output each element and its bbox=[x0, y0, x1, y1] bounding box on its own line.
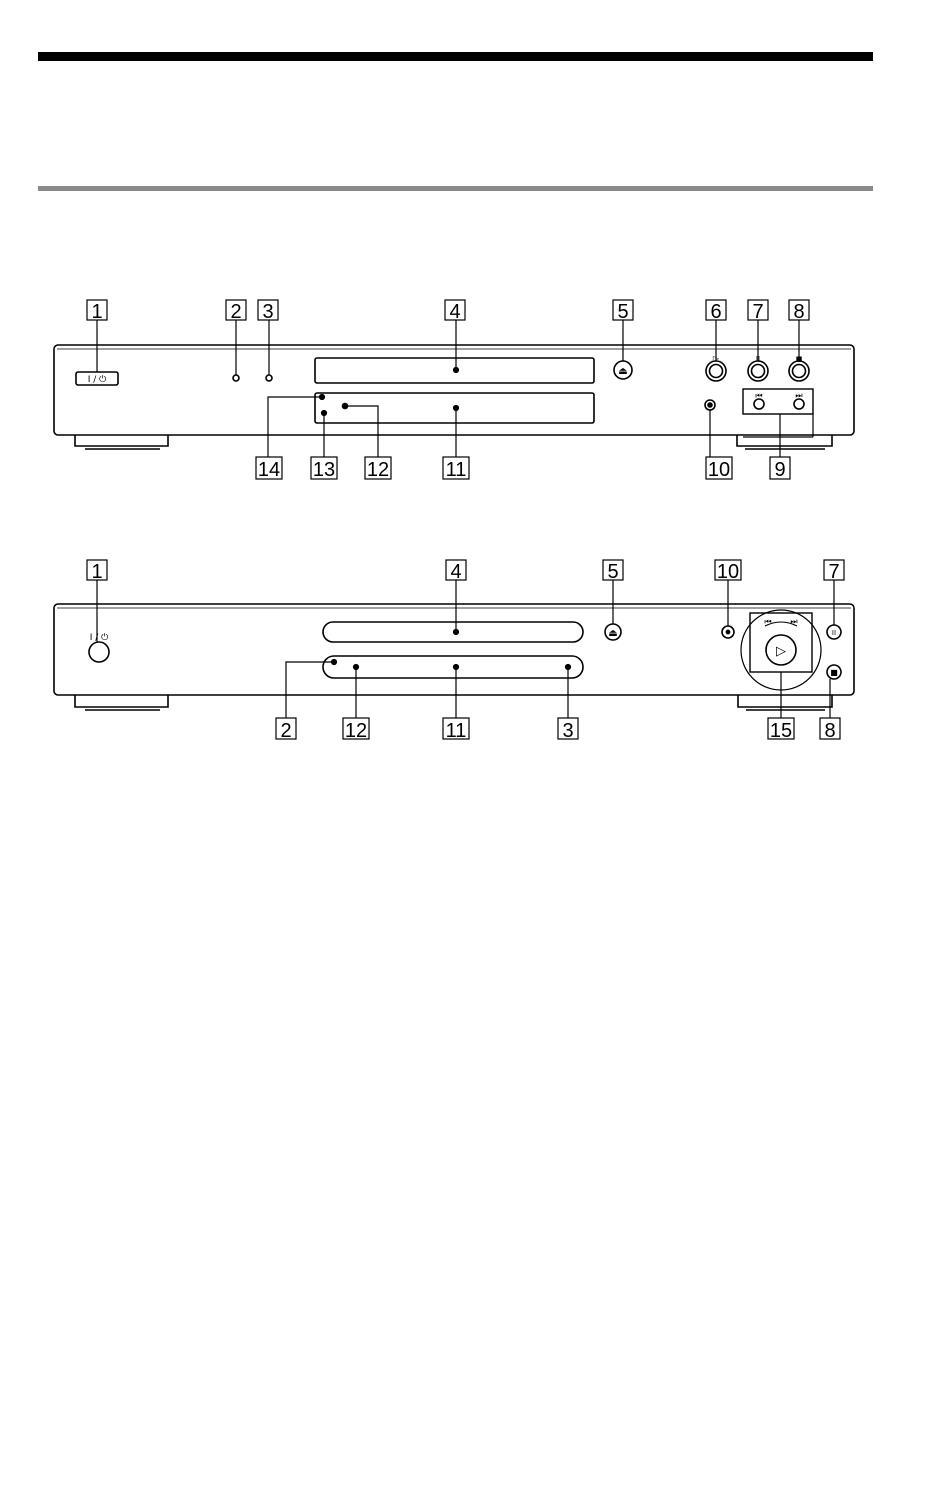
led-3 bbox=[266, 375, 272, 381]
leader-lines-2 bbox=[97, 580, 837, 718]
callout-3: 3 bbox=[262, 301, 274, 323]
prev-button-1 bbox=[754, 399, 764, 409]
next-button-1 bbox=[794, 399, 804, 409]
pause-icon-2: II bbox=[831, 629, 837, 637]
stop-icon-2: ■ bbox=[830, 668, 838, 677]
next-icon-2: ⏭ bbox=[790, 617, 798, 626]
callout-7b: 7 bbox=[828, 561, 840, 583]
pause-icon: II bbox=[755, 355, 761, 363]
play-icon: ▷ bbox=[712, 354, 720, 363]
callout-12b: 12 bbox=[344, 720, 368, 742]
callout-15: 15 bbox=[769, 720, 793, 742]
callout-8: 8 bbox=[793, 301, 805, 323]
callout-11b: 11 bbox=[445, 720, 467, 742]
next-icon: ⏭ bbox=[795, 391, 803, 400]
callout-5: 5 bbox=[617, 301, 629, 323]
callout-1b: 1 bbox=[91, 561, 103, 583]
player-diagram-2 bbox=[54, 604, 854, 710]
callout-7: 7 bbox=[752, 301, 764, 323]
stop-icon: ■ bbox=[795, 355, 803, 363]
leader-lines-1 bbox=[97, 320, 813, 457]
prev-icon-2: ⏮ bbox=[764, 617, 772, 626]
power-button-2 bbox=[89, 642, 109, 662]
callout-3b: 3 bbox=[562, 720, 574, 742]
callout-10: 10 bbox=[707, 459, 731, 481]
player-body-2 bbox=[54, 604, 854, 695]
callout-2: 2 bbox=[230, 301, 242, 323]
power-icon-2: I / ⏻ bbox=[89, 633, 109, 643]
callout-2b: 2 bbox=[280, 720, 292, 742]
callout-10b: 10 bbox=[716, 561, 740, 583]
callout-4: 4 bbox=[449, 301, 461, 323]
callout-4b: 4 bbox=[450, 561, 462, 583]
callout-12: 12 bbox=[366, 459, 390, 481]
prev-icon: ⏮ bbox=[755, 391, 763, 400]
eject-icon-2: ⏏ bbox=[608, 628, 618, 639]
callout-1: 1 bbox=[91, 301, 103, 323]
led-2 bbox=[233, 375, 239, 381]
callout-8b: 8 bbox=[824, 720, 836, 742]
play-icon-2: ▷ bbox=[776, 644, 786, 659]
callout-5b: 5 bbox=[607, 561, 619, 583]
callout-6: 6 bbox=[710, 301, 722, 323]
foot-left-1 bbox=[75, 435, 168, 446]
callout-9: 9 bbox=[774, 459, 786, 481]
foot-left-2 bbox=[75, 695, 168, 707]
power-icon: I / ⏻ bbox=[87, 375, 107, 385]
foot-right-2 bbox=[738, 695, 832, 707]
callout-14: 14 bbox=[257, 459, 281, 481]
eject-icon: ⏏ bbox=[618, 366, 628, 377]
callout-11: 11 bbox=[445, 459, 467, 481]
player-diagram-1 bbox=[54, 345, 854, 449]
callout-13: 13 bbox=[312, 459, 336, 481]
